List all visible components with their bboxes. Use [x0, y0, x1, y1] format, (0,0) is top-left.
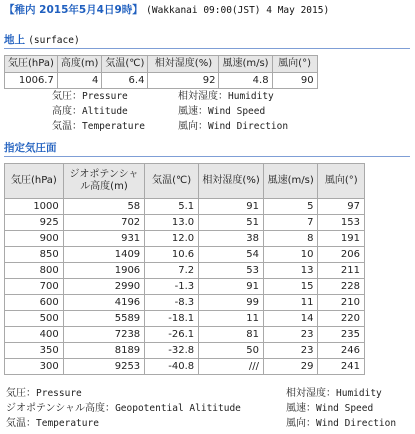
page-title — [4, 3, 329, 18]
table-cell: 92 — [148, 73, 219, 89]
legend-item: 相対湿度：Humidity — [286, 388, 382, 399]
table-cell: 50 — [199, 343, 264, 359]
levels-heading-rule — [4, 156, 410, 157]
legend-item: ジオポテンシャル高度：Geopotential Alititude — [6, 403, 241, 414]
table-cell: 5 — [263, 199, 317, 215]
table-cell: 54 — [199, 247, 264, 263]
table-cell: 51 — [199, 215, 264, 231]
table-cell: 241 — [318, 359, 365, 375]
surface-legend-left — [52, 89, 145, 134]
table-cell: 23 — [263, 327, 317, 343]
table-row — [5, 327, 365, 343]
levels-heading-jp: 指定気圧面 — [4, 142, 57, 154]
table-cell: 500 — [5, 311, 64, 327]
table-cell: 23 — [263, 343, 317, 359]
surface-heading — [4, 34, 80, 47]
col-header: 風向(°) — [272, 56, 317, 73]
table-cell: 6.4 — [102, 73, 148, 89]
table-cell: -1.3 — [145, 279, 199, 295]
table-cell: 1409 — [63, 247, 144, 263]
table-cell: 211 — [318, 263, 365, 279]
table-cell: 1000 — [5, 199, 64, 215]
table-cell: -18.1 — [145, 311, 199, 327]
table-cell: 12.0 — [145, 231, 199, 247]
legend-item: 風速：Wind Speed — [178, 106, 266, 117]
table-cell: 58 — [63, 199, 144, 215]
col-header: 風速(m/s) — [263, 164, 317, 199]
table-row — [5, 295, 365, 311]
table-cell: /// — [199, 359, 264, 375]
table-cell: 5589 — [63, 311, 144, 327]
legend-item: 気温：Temperature — [52, 121, 145, 132]
table-cell: 300 — [5, 359, 64, 375]
table-cell: -32.8 — [145, 343, 199, 359]
table-cell: 13.0 — [145, 215, 199, 231]
table-cell: 153 — [318, 215, 365, 231]
table-cell: 38 — [199, 231, 264, 247]
table-cell: 9253 — [63, 359, 144, 375]
table-cell: 91 — [199, 279, 264, 295]
page-title-jp: 【稚内 2015年5月4日9時】 — [4, 4, 143, 16]
legend-item: 気温：Temperature — [6, 418, 99, 429]
surface-heading-en: (surface) — [28, 35, 80, 46]
table-cell: 2990 — [63, 279, 144, 295]
table-row — [5, 279, 365, 295]
table-cell: 14 — [263, 311, 317, 327]
table-cell: 400 — [5, 327, 64, 343]
table-cell: 350 — [5, 343, 64, 359]
levels-legend-left — [6, 386, 241, 431]
table-cell: 235 — [318, 327, 365, 343]
surface-table-header — [5, 56, 318, 73]
table-cell: 8189 — [63, 343, 144, 359]
table-cell: -40.8 — [145, 359, 199, 375]
table-cell: 191 — [318, 231, 365, 247]
table-row — [5, 343, 365, 359]
table-cell: 8 — [263, 231, 317, 247]
col-header: 相対湿度(%) — [148, 56, 219, 73]
table-cell: 7238 — [63, 327, 144, 343]
table-row — [5, 199, 365, 215]
table-cell: 1006.7 — [5, 73, 58, 89]
table-cell: -8.3 — [145, 295, 199, 311]
table-cell: 11 — [263, 295, 317, 311]
legend-item: 気圧：Pressure — [6, 388, 82, 399]
legend-item: 風向：Wind Direction — [286, 418, 397, 429]
col-header: ジオポテンシャル高度(m) — [63, 164, 144, 199]
table-cell: 7 — [263, 215, 317, 231]
col-header: 風速(m/s) — [219, 56, 272, 73]
levels-table-body — [5, 199, 365, 375]
table-cell: 220 — [318, 311, 365, 327]
surface-table — [4, 55, 318, 89]
table-cell: 10.6 — [145, 247, 199, 263]
table-cell: 1906 — [63, 263, 144, 279]
page-title-en: (Wakkanai 09:00(JST) 4 May 2015) — [146, 5, 330, 16]
col-header: 風向(°) — [318, 164, 365, 199]
table-cell: 90 — [272, 73, 317, 89]
table-cell: 15 — [263, 279, 317, 295]
col-header: 相対湿度(%) — [199, 164, 264, 199]
legend-item: 高度：Altitude — [52, 106, 128, 117]
table-cell: 13 — [263, 263, 317, 279]
table-cell: 99 — [199, 295, 264, 311]
table-cell: 4 — [57, 73, 102, 89]
table-cell: 29 — [263, 359, 317, 375]
table-cell: 700 — [5, 279, 64, 295]
surface-heading-jp: 地上 — [4, 34, 25, 46]
col-header: 気温(℃) — [102, 56, 148, 73]
table-cell: 925 — [5, 215, 64, 231]
table-cell: 53 — [199, 263, 264, 279]
table-cell: 850 — [5, 247, 64, 263]
legend-item: 風向：Wind Direction — [178, 121, 289, 132]
table-cell: 800 — [5, 263, 64, 279]
table-cell: 81 — [199, 327, 264, 343]
col-header: 気温(℃) — [145, 164, 199, 199]
col-header: 気圧(hPa) — [5, 56, 58, 73]
table-cell: 246 — [318, 343, 365, 359]
surface-legend-right — [178, 89, 288, 134]
levels-table — [4, 163, 365, 375]
table-cell: 900 — [5, 231, 64, 247]
table-row — [5, 231, 365, 247]
col-header: 高度(m) — [57, 56, 102, 73]
table-row — [5, 359, 365, 375]
table-cell: 7.2 — [145, 263, 199, 279]
table-cell: 10 — [263, 247, 317, 263]
table-cell: 206 — [318, 247, 365, 263]
table-cell: 600 — [5, 295, 64, 311]
surface-heading-rule — [4, 48, 410, 49]
levels-table-header — [5, 164, 365, 199]
table-cell: 97 — [318, 199, 365, 215]
legend-item: 風速：Wind Speed — [286, 403, 374, 414]
table-cell: 702 — [63, 215, 144, 231]
table-cell: 91 — [199, 199, 264, 215]
table-cell: 228 — [318, 279, 365, 295]
table-cell: 5.1 — [145, 199, 199, 215]
table-cell: 4.8 — [219, 73, 272, 89]
table-cell: 931 — [63, 231, 144, 247]
legend-item: 気圧：Pressure — [52, 91, 128, 102]
table-cell: -26.1 — [145, 327, 199, 343]
col-header: 気圧(hPa) — [5, 164, 64, 199]
legend-item: 相対湿度：Humidity — [178, 91, 274, 102]
levels-heading — [4, 142, 57, 155]
table-row — [5, 247, 365, 263]
table-row — [5, 311, 365, 327]
levels-legend-right — [286, 386, 396, 431]
table-row — [5, 73, 318, 89]
table-cell: 210 — [318, 295, 365, 311]
table-cell: 11 — [199, 311, 264, 327]
table-row — [5, 263, 365, 279]
table-row — [5, 215, 365, 231]
table-cell: 4196 — [63, 295, 144, 311]
